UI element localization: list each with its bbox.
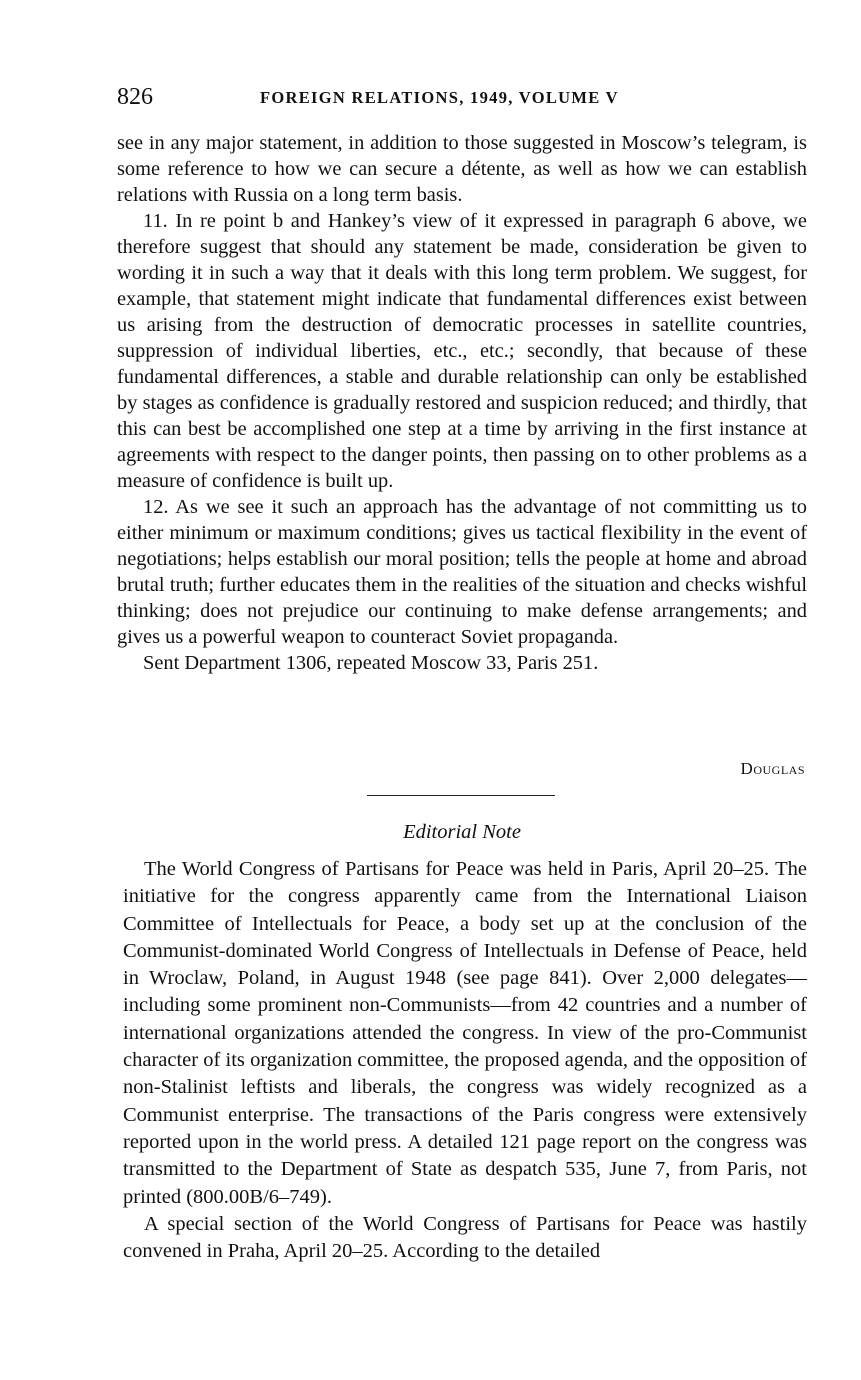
signature: Douglas — [740, 759, 805, 778]
page-header — [117, 82, 807, 112]
telegram-sent-line: Sent Department 1306, repeated Moscow 33, Paris 251. — [143, 652, 599, 674]
editorial-note-body — [123, 856, 807, 1265]
editorial-note-title: Editorial Note — [403, 821, 521, 843]
running-title: FOREIGN RELATIONS, 1949, VOLUME V — [260, 88, 619, 107]
page-number: 826 — [117, 84, 153, 110]
editorial-paragraph-2: A special section of the World Congress of Partisans for Peace was hastily convened in Praha, April 20–25. According to the detailed — [123, 1212, 807, 1263]
telegram-body — [117, 130, 807, 676]
section-divider — [367, 795, 555, 796]
editorial-paragraph-1: The World Congress of Partisans for Peace was held in Paris, April 20–25. The initiative for the congress apparently came from the International Liaison Committee of Intellectuals for Peace, a body set up at the conclusion of the Communist-dominated World Congress of Intellectuals in Defense of Peace, held in Wroclaw, Poland, in August 1948 (see page 841). Over 2,000 delegates—including some prominent non-Communists—from 42 countries and a number of international organizations attended the congress. In view of the pro-Communist character of its organization committee, the proposed agenda, and the opposition of non-Stalinist leftists and liberals, the congress was widely recognized as a Communist enterprise. The transactions of the Paris congress were extensively reported upon in the world press. A detailed 121 page report on the congress was transmitted to the Department of State as despatch 535, June 7, from Paris, not printed (800.00B/6–749). — [123, 858, 807, 1208]
telegram-paragraph-11: 11. In re point b and Hankey’s view of it expressed in paragraph 6 above, we therefore suggest that should any statement be made, consideration be given to wording it in such a way that it deals with this long term problem. We suggest, for example, that statement might indicate that fundamental differences exist between us arising from the destruction of democratic processes in satellite countries, suppression of individual liberties, etc., etc.; secondly, that because of these fundamental differences, a stable and durable relationship can only be established by stages as confidence is gradually restored and suspicion reduced; and thirdly, that this can best be accomplished one step at a time by arriving in the first instance at agreements with respect to the danger points, then passing on to other problems as a measure of confidence is built up. — [117, 210, 807, 492]
telegram-paragraph-12: 12. As we see it such an approach has the advantage of not committing us to either minimum or maximum conditions; gives us tactical flexibility in the event of negotiations; helps establish our moral position; tells the people at home and abroad brutal truth; further educates them in the realities of the situation and checks wishful thinking; does not prejudice our continuing to make defense arrangements; and gives us a powerful weapon to counteract Soviet propaganda. — [117, 496, 807, 648]
telegram-paragraph-continued: see in any major statement, in addition to those suggested in Moscow’s telegram, is some reference to how we can secure a détente, as well as how we can establish relations with Russia on a long term basis. — [117, 132, 807, 206]
